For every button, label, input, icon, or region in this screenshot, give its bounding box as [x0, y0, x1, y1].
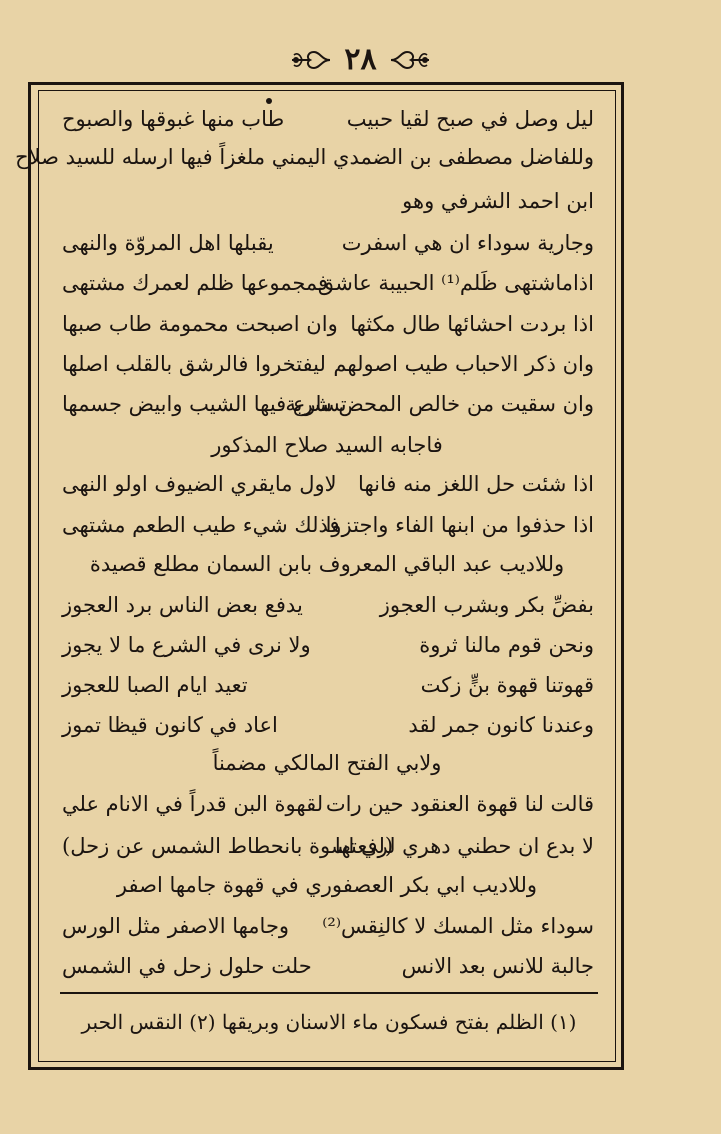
page-header	[0, 38, 721, 82]
prose-line	[50, 184, 604, 218]
verse-second-hemistich: طاب منها غبوقها والصبوح	[62, 107, 285, 131]
attribution-line	[50, 547, 604, 581]
attribution-line	[50, 428, 604, 462]
verse-line	[50, 949, 604, 983]
verse-first-hemistich: لا بدع ان حطني دهري لرفعتها	[334, 834, 594, 858]
verse-first-hemistich: وان سقيت من خالص المحض شربة	[285, 392, 594, 416]
verse-first-hemistich: اذاماشتهى ظَلم⁽¹⁾ الحبيبة عاشق	[317, 271, 594, 295]
verse-second-hemistich: تعيد ايام الصبا للعجوز	[62, 673, 248, 697]
page-number: ٢٨	[344, 42, 377, 77]
verse-first-hemistich: اذا بردت احشائها طال مكثها	[350, 312, 594, 336]
verse-second-hemistich: وان اصبحت محمومة طاب صبها	[62, 312, 338, 336]
verse-first-hemistich: وان ذكر الاحباب طيب اصولهم	[333, 352, 594, 376]
verse-line	[50, 668, 604, 702]
attribution-text: ولابي الفتح المالكي مضمناً	[212, 751, 442, 775]
footnote: (١) الظلم بفتح فسكون ماء الاسنان وبريقها (٢) النقس الحبر	[81, 1010, 577, 1034]
prose-text: ابن احمد الشرفي وهو	[402, 189, 594, 213]
verse-line	[50, 226, 604, 260]
verse-first-hemistich: وعندنا كانون جمر لقد	[408, 713, 594, 737]
verse-line	[50, 787, 604, 821]
attribution-line	[50, 746, 604, 780]
verse-line	[50, 347, 604, 381]
verse-line	[50, 307, 604, 341]
floral-ornament-icon	[389, 47, 431, 73]
verse-first-hemistich: قهوتنا قهوة بنٍّ زكت	[420, 673, 594, 697]
attribution-text: وللاديب عبد الباقي المعروف بابن السمان مطلع قصيدة	[89, 552, 565, 576]
verse-line	[50, 909, 604, 943]
verse-second-hemistich: تسارع فيها الشيب وابيض جسمها	[62, 392, 347, 416]
verse-line	[50, 467, 604, 501]
verse-line	[50, 508, 604, 542]
verse-second-hemistich: ليفتخروا فالرشق بالقلب اصلها	[62, 352, 326, 376]
prose-line	[15, 140, 604, 174]
verse-second-hemistich: حلت حلول زحل في الشمس	[62, 954, 312, 978]
page-body	[15, 102, 604, 1052]
verse-line	[50, 708, 604, 742]
verse-second-hemistich: وجامها الاصفر مثل الورس	[62, 914, 290, 938]
verse-line	[50, 588, 604, 622]
verse-second-hemistich: فذلك شيء طيب الطعم مشتهى	[62, 513, 340, 537]
verse-second-hemistich: ولا نرى في الشرع ما لا يجوز	[62, 633, 311, 657]
verse-first-hemistich: بفضِّ بكر وبشرب العجوز	[379, 593, 594, 617]
verse-line	[50, 829, 604, 863]
verse-second-hemistich: اعاد في كانون قيظا تموز	[62, 713, 278, 737]
verse-line	[50, 387, 604, 421]
verse-line	[50, 628, 604, 662]
verse-line	[50, 266, 604, 300]
verse-first-hemistich: قالت لنا قهوة العنقود حين رات	[325, 792, 594, 816]
verse-first-hemistich: وجارية سوداء ان هي اسفرت	[341, 231, 594, 255]
verse-second-hemistich: يدفع بعض الناس برد العجوز	[62, 593, 303, 617]
verse-second-hemistich: يقبلها اهل المروّة والنهى	[62, 231, 274, 255]
verse-first-hemistich: ونحن قوم مالنا ثروة	[419, 633, 594, 657]
verse-first-hemistich: جالبة للانس بعد الانس	[401, 954, 594, 978]
floral-ornament-icon	[290, 47, 332, 73]
footnote-divider	[60, 992, 598, 994]
attribution-text: وللاديب ابي بكر العصفوري في قهوة جامها اصفر	[116, 873, 538, 897]
prose-text: وللفاضل مصطفى بن الضمدي اليمني ملغزاً فيها ارسله للسيد صلاح	[15, 145, 594, 169]
verse-first-hemistich: اذا شئت حل اللغز منه فانها	[358, 472, 594, 496]
attribution-text: فاجابه السيد صلاح المذكور	[211, 433, 443, 457]
attribution-line	[50, 868, 604, 902]
verse-first-hemistich: سوداء مثل المسك لا كالنِقس⁽²⁾	[322, 914, 594, 938]
verse-second-hemistich: لقهوة البن قدراً في الانام علي	[62, 792, 324, 816]
verse-second-hemistich: فمجموعها ظلم لعمرك مشتهى	[62, 271, 329, 295]
verse-line	[50, 102, 604, 136]
verse-first-hemistich: اذا حذفوا من ابنها الفاء واجتزوا	[325, 513, 594, 537]
verse-second-hemistich: لاول مايقري الضيوف اولو النهى	[62, 472, 337, 496]
verse-first-hemistich: ليل وصل في صبح لقيا حبيب	[346, 107, 594, 131]
verse-second-hemistich: (لي اسوة بانحطاط الشمس عن زحل)	[62, 834, 394, 858]
